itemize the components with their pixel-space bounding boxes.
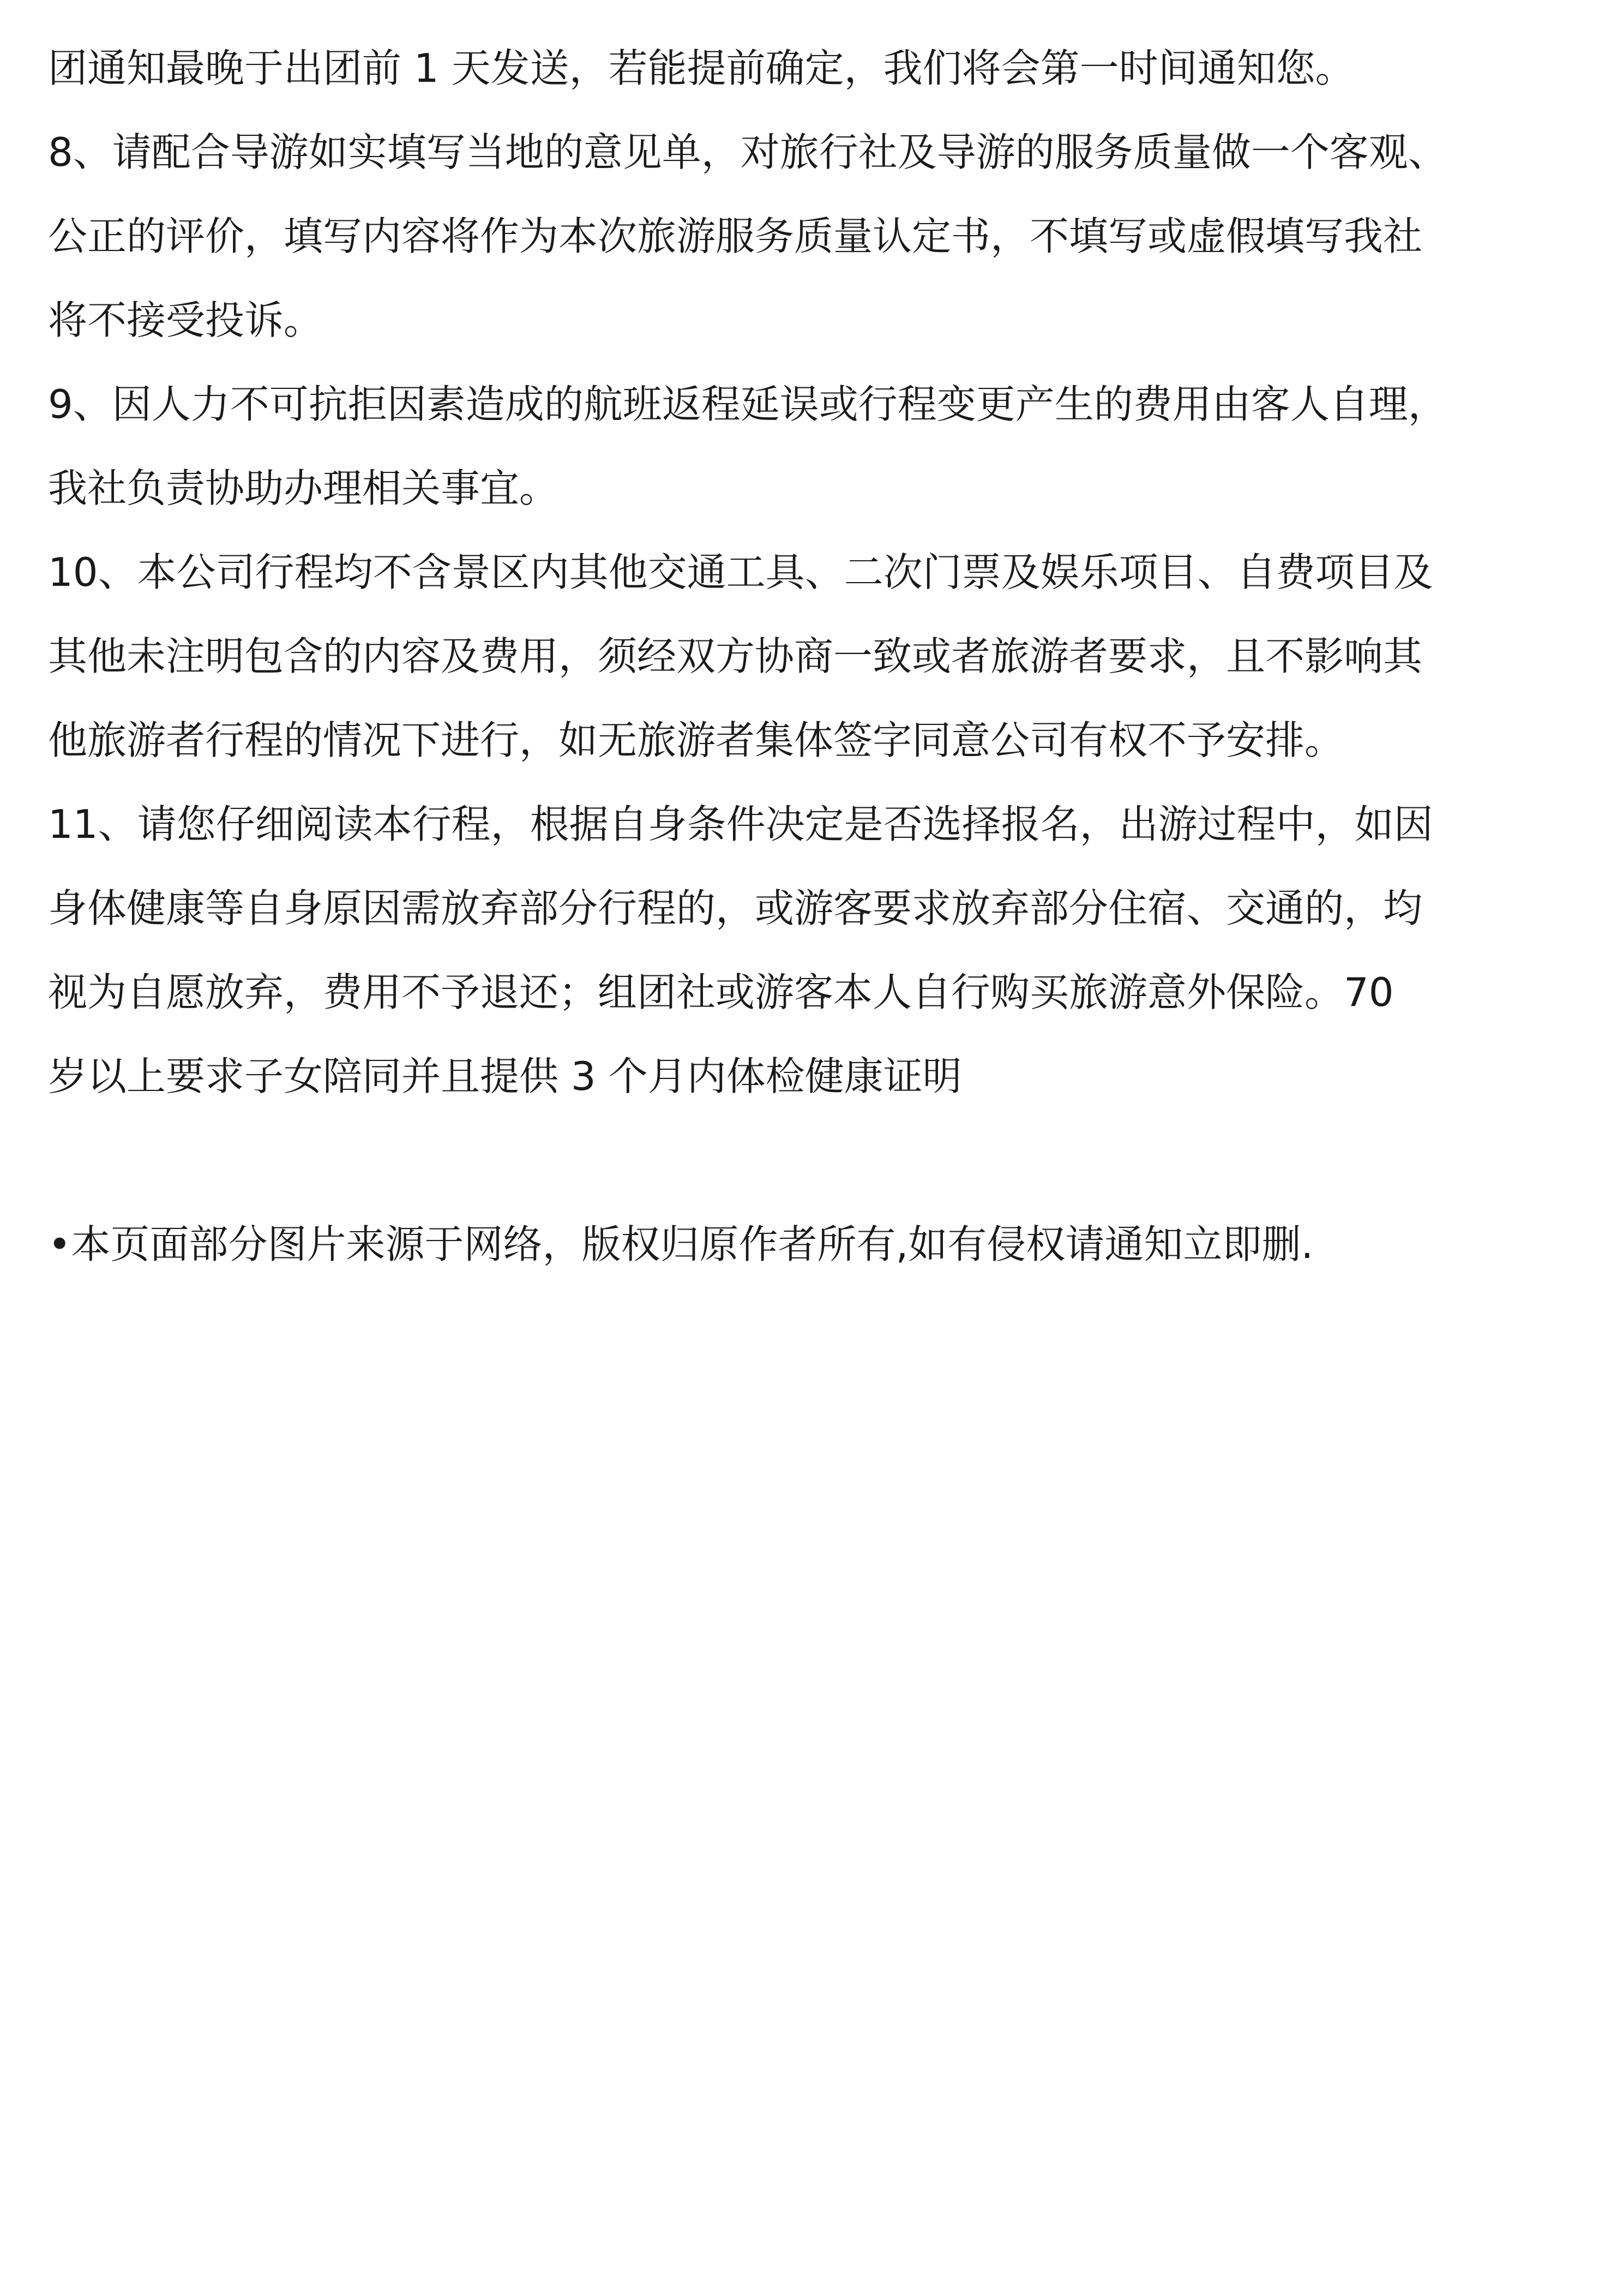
terms-line: 公正的评价，填写内容将作为本次旅游服务质量认定书，不填写或虚假填写我社	[48, 213, 1423, 259]
terms-line: 将不接受投诉。	[48, 297, 323, 343]
terms-line: 岁以上要求子女陪同并且提供 3 个月内体检健康证明	[48, 1053, 962, 1099]
copyright-notice: •本页面部分图片来源于网络，版权归原作者所有,如有侵权请通知立即删.	[48, 1221, 1314, 1267]
terms-line: 10、本公司行程均不含景区内其他交通工具、二次门票及娱乐项目、自费项目及	[48, 549, 1433, 595]
paragraph-spacer	[48, 1118, 1586, 1202]
terms-line: 团通知最晚于出团前 1 天发送，若能提前确定，我们将会第一时间通知您。	[48, 45, 1355, 91]
terms-line: 身体健康等自身原因需放弃部分行程的，或游客要求放弃部分住宿、交通的，均	[48, 885, 1423, 931]
terms-line: 视为自愿放弃，费用不予退还；组团社或游客本人自行购买旅游意外保险。70	[48, 969, 1394, 1015]
terms-line: 8、请配合导游如实填写当地的意见单，对旅行社及导游的服务质量做一个客观、	[48, 129, 1447, 175]
terms-text-block	[48, 26, 1586, 1286]
terms-line: 他旅游者行程的情况下进行，如无旅游者集体签字同意公司有权不予安排。	[48, 717, 1344, 763]
terms-line: 9、因人力不可抗拒因素造成的航班返程延误或行程变更产生的费用由客人自理，	[48, 381, 1447, 427]
terms-line: 其他未注明包含的内容及费用，须经双方协商一致或者旅游者要求，且不影响其	[48, 633, 1423, 679]
terms-line: 11、请您仔细阅读本行程，根据自身条件决定是否选择报名，出游过程中，如因	[48, 801, 1433, 847]
terms-line: 我社负责协助办理相关事宜。	[48, 465, 559, 511]
